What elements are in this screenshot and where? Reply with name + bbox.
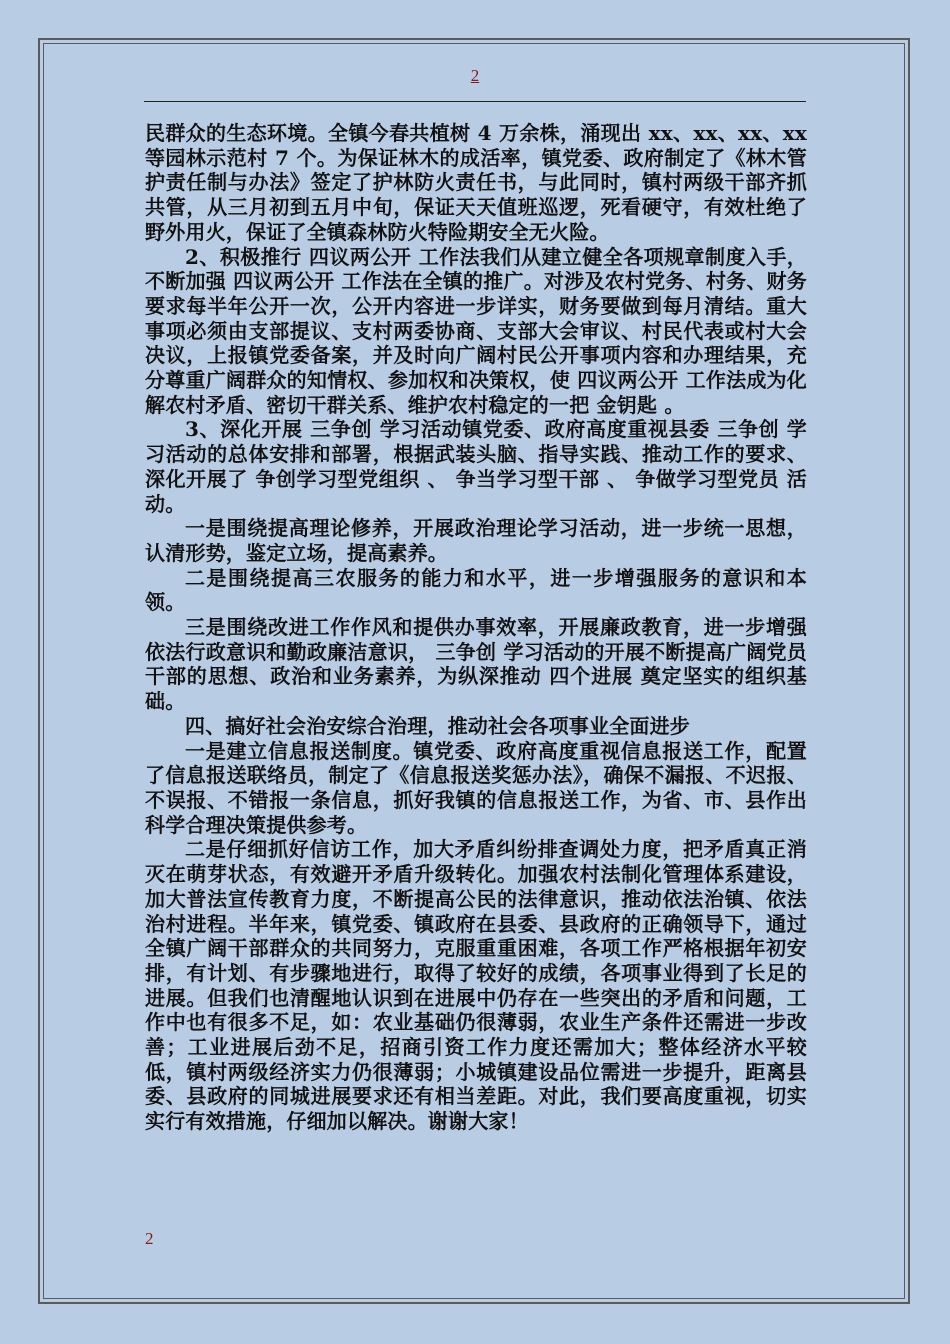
paragraph-point-one: 一是围绕提高理论修养，开展政治理论学习活动，进一步统一思想，认清形势，鉴定立场，提高素养。 [145,516,807,565]
paragraph-three-strives: 3、深化开展 三争创 学习活动镇党委、政府高度重视县委 三争创 学习活动的总体安排和部署，根据武装头脑、指导实践、推动工作的要求、深化开展了 争创学习型党组织 、 争当学习型干部 、 争做学习型党员 活动。 [145,417,807,516]
paragraph-four-discussions: 2、积极推行 四议两公开 工作法我们从建立健全各项规章制度入手，不断加强 四议两公开 工作法在全镇的推广。对涉及农村党务、村务、财务要求每半年公开一次，公开内容进一步详实，财务要做到每月清结。重大事项必须由支部提议、支村两委协商、支部大会审议、村民代表或村大会决议，上报镇党委备案，并及时向广阔村民公开事项内容和办理结果，充分尊重广阔群众的知情权、参加权和决策权，使 四议两公开 工作法成为化解农村矛盾、密切干群关系、维护农村稳定的一把 金钥匙 。 [145,244,807,417]
section-heading-four: 四、搞好社会治安综合治理，推动社会各项事业全面进步 [185,713,690,738]
document-body [145,121,807,1134]
footer-page-number: 2 [145,1229,154,1248]
header-divider [144,101,806,102]
paragraph-point-three: 三是围绕改进工作作风和提供办事效率，开展廉政教育，进一步增强依法行政意识和勤政廉洁意识， 三争创 学习活动的开展不断提高广阔党员干部的思想、政治和业务素养，为纵深推动 四个进展 奠定坚实的组织基础。 [145,615,807,714]
paragraph-point-two: 二是围绕提高三农服务的能力和水平，进一步增强服务的意识和本领。 [145,565,807,615]
paragraph-info-reporting: 一是建立信息报送制度。镇党委、政府高度重视信息报送工作，配置了信息报送联络员，制定了《信息报送奖惩办法》，确保不漏报、不迟报、不误报、不错报一条信息，抓好我镇的信息报送工作，为省、市、县作出科学合理决策提供参考。 [145,738,807,837]
paragraph-petitions-closing: 二是仔细抓好信访工作，加大矛盾纠纷排查调处力度，把矛盾真正消灭在萌芽状态，有效避开矛盾升级转化。加强农村法制化管理体系建设，加大普法宣传教育力度，不断提高公民的法律意识，推动依法治镇、依法治村进程。半年来，镇党委、镇政府在县委、县政府的正确领导下，通过全镇广阔干部群众的共同努力，克服重重困难，各项工作严格根据年初安排，有计划、有步骤地进行，取得了较好的成绩，各项事业得到了长足的进展。但我们也清醒地认识到在进展中仍存在一些突出的矛盾和问题，工作中也有很多不足，如：农业基础仍很薄弱，农业生产条件还需进一步改善；工业进展后劲不足，招商引资工作力度还需加大；整体经济水平较低，镇村两级经济实力仍很薄弱；小城镇建设品位需进一步提升，距离县委、县政府的同城进展要求还有相当差距。对此，我们要高度重视，切实实行有效措施，仔细加以解决。谢谢大家！ [145,837,807,1134]
header-page-number: 2 [470,66,480,85]
paragraph-ecology: 民群众的生态环境。全镇今春共植树 4 万余株，涌现出 xx、xx、xx、xx 等园林示范村 7 个。为保证林木的成活率，镇党委、政府制定了《林木管护责任制与办法》签定了护林防火责任书，与此同时，镇村两级干部齐抓共管，从三月初到五月中旬，保证天天值班巡逻，死看硬守，有效杜绝了野外用火，保证了全镇森林防火特险期安全无火险。 [145,121,807,244]
